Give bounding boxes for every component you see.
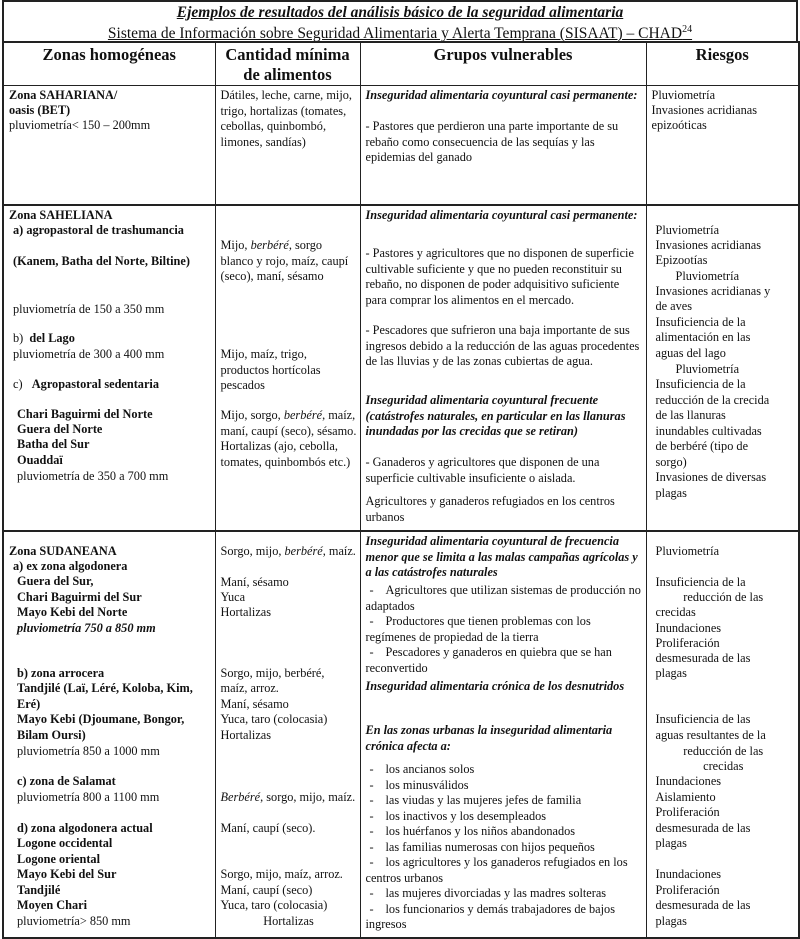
risk-item: reducción de la crecida: [655, 393, 770, 407]
subzone-d-place: Tandjilé: [17, 883, 61, 897]
subzone-d-pluvio: pluviometría> 850 mm: [17, 914, 131, 928]
foods-italic: Berbéré: [220, 790, 261, 804]
foods-b: Mijo, maíz, trigo, productos hortícolas pescados: [220, 347, 321, 392]
risk-item: Invasiones acridianas: [655, 238, 762, 252]
list-item-text: los ancianos solos: [385, 762, 475, 776]
foods-italic: berbéré: [284, 544, 323, 558]
header-row: [3, 42, 799, 86]
group-paragraph: - Pescadores que sufrieron una baja importante de sus ingresos debido a la reducción de las aguas procedentes de las lluvias y de las zonas cubiertas de agua.: [365, 323, 640, 368]
risk-item: alimentación en las: [655, 330, 751, 344]
foods-text: Mijo,: [220, 238, 251, 252]
risk-heading: Pluviometría: [675, 269, 740, 283]
subzone-a-title: a) ex zona algodonera: [13, 559, 128, 573]
risk-item: Inundaciones: [655, 621, 722, 635]
cell-groups-saheliana: [360, 205, 646, 531]
risk-item: Aislamiento: [655, 790, 716, 804]
group-title: Inseguridad alimentaria coyuntural frecuente (catástrofes naturales, en particular en las llanuras inundadas por las crecidas que se retiran): [365, 393, 626, 438]
subzone-a-pluvio: pluviometría de 150 a 350 mm: [13, 302, 165, 316]
subzone-b-label: b): [13, 331, 24, 345]
risk-item: Invasiones de diversas: [655, 470, 767, 484]
risk-item: de las llanuras: [655, 408, 726, 422]
foods-text: Dátiles, leche, carne, mijo, trigo, hortalizas (tomates, cebollas, quinbombó, limones, sandías): [220, 88, 352, 149]
foods-line: Sorgo, mijo, berbéré,: [220, 666, 325, 680]
risk-item: plagas: [655, 666, 687, 680]
risk-item: aguas resultantes de la: [655, 728, 766, 742]
foods-c: [221, 408, 357, 470]
foods-line: Maní, sésamo: [220, 697, 289, 711]
risk-item: Insuficiencia de la: [655, 315, 746, 329]
risk-item: Inundaciones: [655, 774, 722, 788]
risk-item: reducción de las: [683, 590, 764, 604]
risk-item: plagas: [655, 486, 687, 500]
list-item-text: Productores que tienen problemas con los regímenes de propiedad de la tierra: [365, 614, 591, 644]
zone-sub: oasis (BET): [9, 103, 71, 117]
foods-line: Hortalizas: [220, 728, 272, 742]
risk-item: crecidas: [655, 605, 696, 619]
risk-item: Pluviometría: [655, 223, 720, 237]
list-item: - Agricultores que utilizan sistemas de producción no adaptados: [365, 583, 641, 613]
cell-groups-sahariana: [360, 86, 646, 206]
subzone-c-name: Agropastoral sedentaria: [31, 377, 159, 391]
zone-name: Zona SAHELIANA: [9, 208, 113, 222]
group-list: [366, 762, 643, 933]
row-sudaneana: [3, 531, 799, 938]
foods-line: Maní, caupí (seco).: [220, 821, 316, 835]
risk-item: aguas del lago: [655, 346, 726, 360]
foods-line: Yuca, taro (colocasia): [220, 712, 328, 726]
risk-item: Invasiones acridianas: [651, 103, 758, 117]
list-item-text: los agricultores y los ganaderos refugiados en los centros urbanos: [365, 855, 628, 885]
cell-zone-saheliana: [3, 205, 215, 531]
foods-a: [221, 238, 357, 285]
list-item: - Productores que tienen problemas con los regímenes de propiedad de la tierra: [365, 614, 591, 644]
risk-item: Insuficiencia de la: [655, 575, 746, 589]
risk-item: Pluviometría: [655, 544, 720, 558]
risk-item: de berbéré (tipo de: [655, 439, 749, 453]
subzone-c-pluvio: pluviometría de 350 a 700 mm: [17, 469, 169, 483]
cell-risks-sahariana: [646, 86, 799, 206]
cell-groups-sudaneana: [360, 531, 646, 938]
foods-text: , maíz, maní, caupí (seco), sésamo. Hortalizas (ajo, cebolla, tomates, quinbombós etc.): [220, 408, 357, 469]
subzone-a-pluvio: pluviometría 750 a 850 mm: [17, 621, 156, 635]
risk-item: Proliferación: [655, 805, 720, 819]
subzone-b-title: [9, 331, 212, 347]
food-security-table: [2, 41, 800, 939]
subzone-a-place: Chari Baguirmi del Sur: [17, 590, 142, 604]
subzone-a-place: Guera del Sur,: [17, 574, 94, 588]
list-item-text: los funcionarios y demás trabajadores de bajos ingresos: [365, 901, 615, 931]
foods-c: [221, 790, 357, 806]
group-paragraph: - Ganaderos y agricultores que disponen de una superficie cultivable insuficiente o aislada.: [365, 455, 600, 485]
cell-foods-sudaneana: [215, 531, 360, 938]
risk-item: Proliferación: [655, 636, 720, 650]
group-title: Inseguridad alimentaria crónica de los desnutridos: [365, 679, 625, 693]
foods-line: Hortalizas: [263, 914, 314, 928]
subzone-d-place: Logone oriental: [17, 852, 100, 866]
risk-item: plagas: [655, 836, 687, 850]
cell-foods-saheliana: [215, 205, 360, 531]
document-title: Ejemplos de resultados del análisis básico de la seguridad alimentaria: [176, 4, 624, 21]
cell-zone-sahariana: [3, 86, 215, 206]
list-item-text: las familias numerosas con hijos pequeños: [385, 839, 595, 854]
subzone-c-place: Guera del Norte: [17, 422, 103, 436]
subzone-b-place: Mayo Kebi (Djoumane, Bongor, Bilam Oursi): [17, 712, 185, 742]
risk-item: desmesurada de las: [655, 821, 751, 835]
risk-item: Invasiones acridianas y: [655, 284, 771, 298]
subzone-b-place: Tandjilé (Laï, Léré, Koloba, Kim, Eré): [17, 681, 193, 711]
subzone-c-label: c): [13, 377, 23, 391]
risk-item: Insuficiencia de las: [655, 712, 751, 726]
col-header-cantidad: Cantidad mínima de alimentos: [215, 42, 360, 86]
risk-item: plagas: [655, 914, 687, 928]
risk-item: Epizootías: [655, 253, 708, 267]
subzone-a-places: (Kanem, Batha del Norte, Biltine): [13, 254, 190, 268]
group-text: - Pastores que perdieron una parte importante de su rebaño como consecuencia de las sequías y las epidemias del ganado: [365, 119, 619, 164]
subzone-a-title: a) agropastoral de trashumancia: [13, 223, 184, 237]
col-header-grupos: Grupos vulnerables: [360, 42, 646, 86]
subzone-c-title: c) zona de Salamat: [17, 774, 116, 788]
subtitle-text: Sistema de Información sobre Seguridad Alimentaria y Alerta Temprana (SISAAT) – CHAD: [107, 25, 683, 43]
foods-line: Maní, sésamo: [220, 575, 289, 589]
foods-text: Mijo, sorgo,: [220, 408, 284, 422]
group-paragraph: - Pastores y agricultores que no disponen de superficie cultivable suficiente y que no pueden reconstituir su rebaño, no disponen de poder adquisitivo suficiente para comprar los alimentos en el mercado.: [365, 246, 634, 307]
group-list: [366, 583, 643, 676]
risk-item: Pluviometría: [651, 88, 716, 102]
list-item-text: los inactivos y los desempleados: [385, 808, 547, 823]
subzone-b-pluvio: pluviometría 850 a 1000 mm: [17, 744, 160, 758]
risk-item: reducción de las: [683, 744, 764, 758]
list-item-text: los minusválidos: [385, 777, 469, 792]
cell-zone-sudaneana: [3, 531, 215, 938]
risk-item: sorgo): [655, 455, 687, 469]
cell-risks-saheliana: [646, 205, 799, 531]
foods-text: , maíz.: [322, 544, 356, 558]
subzone-b-title: b) zona arrocera: [17, 666, 105, 680]
foods-line: Yuca, taro (colocasia): [220, 898, 328, 912]
footnote-ref: 24: [682, 24, 693, 35]
zone-name: Zona SUDANEANA: [9, 544, 117, 558]
list-item: - Pescadores y ganaderos en quiebra que se han reconvertido: [365, 645, 612, 675]
foods-line: maíz, arroz.: [220, 681, 279, 695]
pluviometry: pluviometría< 150 – 200mm: [9, 118, 151, 132]
foods-text: Sorgo, mijo,: [220, 544, 285, 558]
col-header-riesgos: Riesgos: [646, 42, 799, 86]
subzone-c-title: [9, 377, 212, 393]
risk-item: desmesurada de las: [655, 898, 751, 912]
row-sahariana: [3, 86, 799, 206]
list-item-text: Pescadores y ganaderos en quiebra que se han reconvertido: [365, 645, 612, 675]
list-item: - los ancianos solos: [369, 762, 475, 776]
subzone-c-place: Batha del Sur: [17, 437, 90, 451]
risk-item: inundables cultivadas: [655, 424, 762, 438]
document-subtitle: [4, 21, 796, 43]
subzone-d-place: Mayo Kebi del Sur: [17, 867, 117, 881]
subzone-c-place: Ouaddaï: [17, 453, 63, 467]
cell-foods-sahariana: [215, 86, 360, 206]
list-item: - los minusválidos: [369, 777, 469, 792]
subzone-a-place: Mayo Kebi del Norte: [17, 605, 128, 619]
group-title: Inseguridad alimentaria coyuntural de frecuencia menor que se limita a las malas campañas agrícolas y a las catástrofes naturales: [365, 534, 638, 579]
foods-line: Hortalizas: [220, 605, 272, 619]
zone-name: Zona SAHARIANA/: [9, 88, 118, 102]
list-item: - los agricultores y los ganaderos refugiados en los centros urbanos: [365, 855, 628, 885]
group-title: En las zonas urbanas la inseguridad alimentaria crónica afecta a:: [365, 723, 613, 753]
risk-item: Inundaciones: [655, 867, 722, 881]
foods-line: Sorgo, mijo, maíz, arroz.: [220, 867, 343, 881]
foods-text: , sorgo, mijo, maíz.: [260, 790, 356, 804]
risk-item: epizoóticas: [651, 118, 707, 132]
group-title: Inseguridad alimentaria coyuntural casi permanente:: [365, 208, 638, 222]
group-paragraph: Agricultores y ganaderos refugiados en los centros urbanos: [365, 494, 615, 524]
foods-a-first: [221, 544, 357, 560]
list-item-text: las mujeres divorciadas y las madres solteras: [385, 886, 607, 900]
row-saheliana: [3, 205, 799, 531]
foods-line: Maní, caupí (seco): [220, 883, 313, 897]
group-title: Inseguridad alimentaria coyuntural casi permanente:: [365, 88, 638, 102]
list-item-text: las viudas y las mujeres jefes de familia: [385, 793, 582, 807]
foods-italic: berbéré: [250, 238, 289, 252]
risk-item: crecidas: [703, 759, 744, 773]
subzone-b-pluvio: pluviometría de 300 a 400 mm: [13, 347, 165, 361]
col-header-zonas: Zonas homogéneas: [3, 42, 215, 86]
risk-item: Insuficiencia de la: [655, 377, 746, 391]
list-item: - las viudas y las mujeres jefes de familia: [369, 793, 582, 807]
risk-heading: Pluviometría: [675, 362, 740, 376]
list-item: - las familias numerosas con hijos pequeños: [369, 839, 595, 854]
list-item-text: los huérfanos y los niños abandonados: [385, 824, 576, 838]
subzone-d-place: Logone occidental: [17, 836, 113, 850]
list-item: - los funcionarios y demás trabajadores de bajos ingresos: [365, 901, 615, 931]
risk-item: desmesurada de las: [655, 651, 751, 665]
foods-text: , sorgo blanco y rojo, maíz, caupí (seco), maní, sésamo: [220, 238, 349, 283]
title-block: [2, 0, 798, 41]
list-item-text: Agricultores que utilizan sistemas de producción no adaptados: [365, 583, 641, 613]
risk-item: Proliferación: [655, 883, 720, 897]
foods-italic: berbéré: [283, 408, 323, 422]
foods-line: Yuca: [220, 590, 246, 604]
list-item: - los inactivos y los desempleados: [369, 808, 547, 823]
risk-item: de aves: [655, 299, 693, 313]
subzone-c-pluvio: pluviometría 800 a 1100 mm: [17, 790, 160, 804]
cell-risks-sudaneana: [646, 531, 799, 938]
list-item: - los huérfanos y los niños abandonados: [369, 824, 576, 838]
subzone-d-place: Moyen Chari: [17, 898, 88, 912]
subzone-d-title: d) zona algodonera actual: [17, 821, 153, 835]
list-item: - las mujeres divorciadas y las madres solteras: [369, 886, 607, 900]
subzone-c-place: Chari Baguirmi del Norte: [17, 407, 153, 421]
subzone-b-name: del Lago: [29, 331, 75, 345]
